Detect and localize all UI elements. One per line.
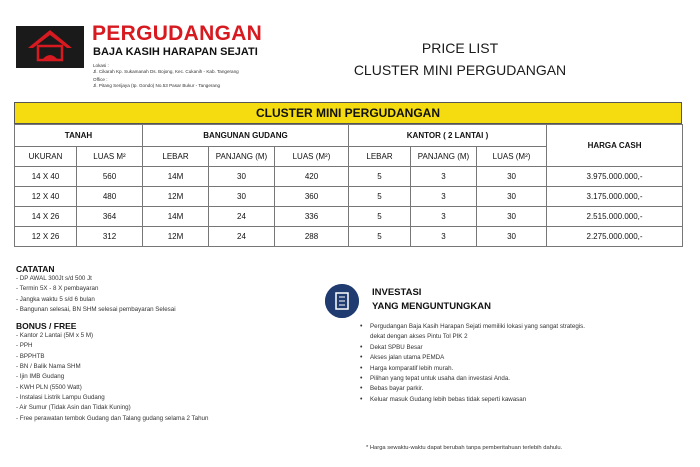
table-cell: 3 [411,227,477,247]
bonus-item: - Ijin IMB Gudang [16,373,65,381]
table-cell: 12M [143,187,209,207]
table-cell: 30 [209,187,275,207]
benefit-text: Pilihan yang tepat untuk usaha dan investasi Anda. [370,375,511,383]
group-bangunan: BANGUNAN GUDANG [143,125,349,147]
table-cell: 5 [349,227,411,247]
table-cell: 12M [143,227,209,247]
table-cell: 24 [209,227,275,247]
catatan-item: - Termin 5X - 8 X pembayaran [16,285,99,293]
benefit-text: Akses jalan utama PEMDA [370,354,445,362]
table-cell: 12 X 26 [15,227,77,247]
benefit-text: Dekat SPBU Besar [370,343,423,351]
benefit-item [360,322,690,332]
price-list-title: PRICE LIST [421,40,499,56]
investasi-title: INVESTASI [372,287,422,298]
price-cell: 3.175.000.000,- [547,187,683,207]
benefit-item [360,384,690,394]
house-hands-icon [16,26,84,68]
table-cell: 14 X 26 [15,207,77,227]
address-line: Jl. Pitang Serijaya (tp. Gondo) No.53 Pasar Bukur - Tangerang [93,83,221,88]
bullet-icon: • [360,395,363,403]
catatan-item: - Jangka waktu 5 s/d 6 bulan [16,295,95,303]
table-cell: 288 [275,227,349,247]
col-header: PANJANG (M) [411,147,477,167]
table-cell: 24 [209,207,275,227]
table-cell: 30 [477,207,547,227]
table-cell: 312 [77,227,143,247]
bonus-item: - BN / Balik Nama SHM [16,363,81,371]
bullet-icon: • [360,343,363,351]
price-cell: 3.975.000.000,- [547,167,683,187]
group-header-row [15,125,683,147]
bonus-item: - Instalasi Listrik Lampu Gudang [16,393,105,401]
table-row [15,227,683,247]
bullet-icon: • [360,375,363,383]
col-header: PANJANG (M) [209,147,275,167]
table-cell: 30 [477,187,547,207]
benefit-subtext: dekat dengan akses Pintu Tol PIK 2 [370,333,468,341]
bonus-item: - BPPHTB [16,352,45,360]
address-line: Lokasi : [93,63,109,68]
group-kantor: KANTOR ( 2 LANTAI ) [349,125,547,147]
catatan-item: - Bangunan selesai, BN SHM selesai pembayaran Selesai [16,305,176,313]
table-cell: 420 [275,167,349,187]
price-footnote: * Harga sewaktu-waktu dapat berubah tanpa pemberitahuan terlebih dahulu. [366,445,563,451]
brand-subtitle: BAJA KASIH HARAPAN SEJATI [93,46,258,58]
building-icon [325,284,359,318]
table-cell: 14M [143,167,209,187]
bonus-item: - KWH PLN (5500 Watt) [16,383,82,391]
benefit-item [360,374,690,384]
benefit-text: Bebas bayar parkir. [370,385,424,393]
bonus-title: BONUS / FREE [16,321,77,332]
table-cell: 12 X 40 [15,187,77,207]
benefit-text: Pergudangan Baja Kasih Harapan Sejati memiliki lokasi yang sangat strategis. [370,323,585,330]
benefit-item [360,353,690,363]
price-cell: 2.275.000.000,- [547,227,683,247]
benefit-list [360,322,690,405]
catatan-item: - DP AWAL 300Jt s/d 500 Jt [16,275,92,282]
table-row [15,207,683,227]
table-cell: 30 [477,227,547,247]
company-logo [16,26,84,68]
bonus-item: - Kantor 2 Lantai (5M x 5 M) [16,332,94,340]
catatan-title: CATATAN [16,264,55,274]
address-line: Jl. Cikarah Kp. Sukamanah Ds. Bojong, Kec. Cukanih - Kab. Tangerang [93,69,239,74]
col-header: LEBAR [143,147,209,167]
benefit-item [360,343,690,353]
investasi-subtitle: YANG MENGUNTUNGKAN [372,301,491,312]
table-cell: 14 X 40 [15,167,77,187]
benefit-text: Harga komparatif lebih murah. [370,364,454,372]
benefit-item [360,364,690,374]
price-table [14,102,682,247]
bullet-icon: • [360,323,363,330]
col-header: LUAS M² [77,147,143,167]
col-header: LUAS (M²) [477,147,547,167]
bullet-icon: • [360,364,363,372]
benefit-text: Keluar masuk Gudang lebih bebas tidak seperti kawasan [370,395,527,403]
col-header: LUAS (M²) [275,147,349,167]
table-row [15,167,683,187]
table-row [15,187,683,207]
building-glyph [325,284,359,318]
col-header: LEBAR [349,147,411,167]
bonus-item: - PPH [16,342,33,350]
table-cell: 3 [411,207,477,227]
group-tanah: TANAH [15,125,143,147]
brand-name: PERGUDANGAN [92,22,263,45]
table-cell: 5 [349,167,411,187]
table-cell: 560 [77,167,143,187]
notes-section [16,264,316,424]
table-cell: 30 [477,167,547,187]
table-cell: 5 [349,207,411,227]
col-header: UKURAN [15,147,77,167]
table-cell: 364 [77,207,143,227]
address-line: Office : [93,77,108,82]
group-harga: HARGA CASH [547,125,683,167]
price-cell: 2.515.000.000,- [547,207,683,227]
cluster-title: CLUSTER MINI PERGUDANGAN [353,62,567,78]
table-banner: CLUSTER MINI PERGUDANGAN [14,102,682,124]
bonus-item: - Free perawatan tembok Gudang dan Talang gudang selama 2 Tahun [16,414,209,422]
table-cell: 360 [275,187,349,207]
table-cell: 336 [275,207,349,227]
table-cell: 5 [349,187,411,207]
table-cell: 14M [143,207,209,227]
table-cell: 30 [209,167,275,187]
table-cell: 3 [411,187,477,207]
bullet-icon: • [360,385,363,393]
bonus-item: - Air Sumur (Tidak Asin dan Tidak Kuning) [16,404,131,412]
benefit-item [360,395,690,405]
table-cell: 480 [77,187,143,207]
bullet-icon: • [360,354,363,362]
table-cell: 3 [411,167,477,187]
